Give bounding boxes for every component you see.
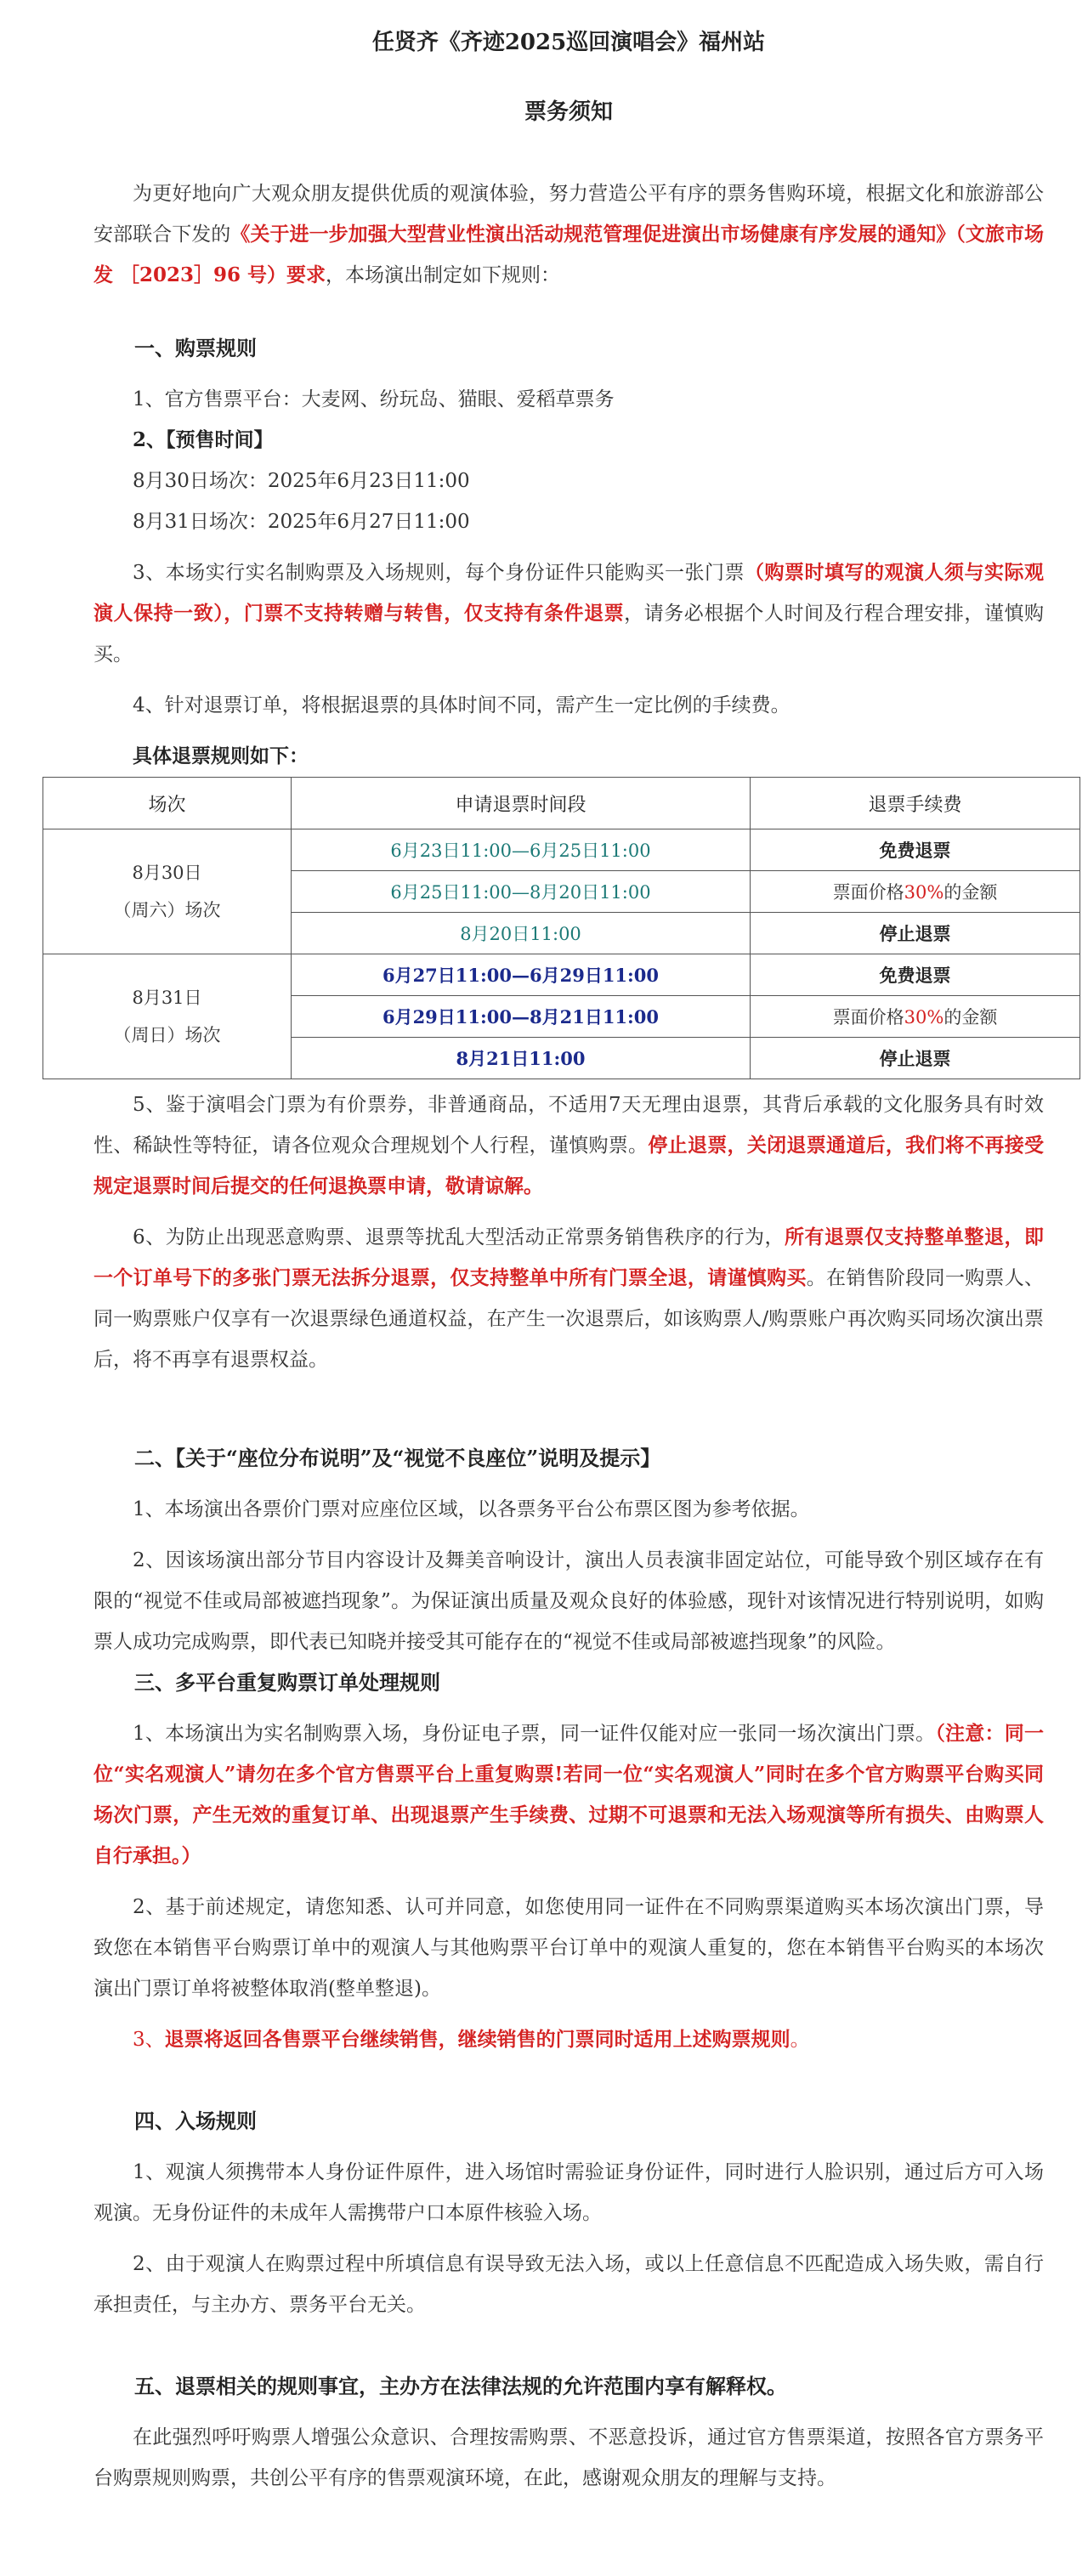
section2-heading: 二、【关于“座位分布说明”及“视觉不良座位”说明及提示】 [134,1446,661,1470]
fee-text-pre: 票面价格 [832,1007,904,1028]
period-cell: 8月21日11:00 [292,1038,751,1079]
document-subtitle: 票务须知 [524,99,613,125]
section5-heading: 五、退票相关的规则事宜，主办方在法律法规的允许范围内享有解释权。 [134,2374,787,2398]
fee-cell [751,996,1080,1038]
fee-text-post: 的金额 [944,882,998,903]
fee-cell: 停止退票 [751,1038,1080,1079]
s3-item3-number: 3、 [133,2029,165,2051]
section1-heading: 一、购票规则 [134,336,257,360]
item6-text-1: 6、为防止出现恶意购票、退票等扰乱大型活动正常票务销售秩序的行为， [133,1226,785,1248]
fee-cell [751,871,1080,913]
s3-item3-highlight: 退票将返回各售票平台继续销售，继续销售的门票同时适用上述购票规则 [164,2028,790,2051]
period-cell: 6月23日11:00—6月25日11:00 [292,829,751,871]
item3-text-3: ，请务必根据个人时间及行程合理安排，谨慎购买。 [94,603,1045,665]
section3-item2: 2、基于前述规定，请您知悉、认可并同意，如您使用同一证件在不同购票渠道购买本场次演出门票，导致您在本销售平台购票订单中的观演人与其他购票平台订单中的观演人重复的，您在本销售平台购买的本场次演出门票订单将被整体取消(整单整退)。 [94,1896,1044,2000]
section1-item6 [94,1217,1044,1380]
presale-time-0830: 8月30日场次：2025年6月23日11:00 [133,470,470,492]
item5-highlight: 停止退票，关闭退票通道后，我们将不再接受规定退票时间后提交的任何退换票申请，敬请谅解。 [94,1134,1045,1197]
fee-text-post: 的金额 [944,1007,998,1028]
section5-body: 在此强烈呼吁购票人增强公众意识、合理按需购票、不恶意投诉，通过官方售票渠道，按照各官方票务平台购票规则购票，共创公平有序的售票观演环境，在此，感谢观众朋友的理解与支持。 [94,2426,1044,2489]
fee-cell: 免费退票 [751,829,1080,871]
refund-rules-table [42,777,1080,1079]
session-0831-day: （周日）场次 [113,1025,221,1045]
section3-heading: 三、多平台重复购票订单处理规则 [134,1670,440,1695]
section3-item3 [94,2019,1044,2060]
session-0830-date: 8月30日 [132,863,202,883]
item6-text-3: 。在销售阶段同一购票人、同一购票账户仅享有一次退票绿色通道权益，在产生一次退票后，如该购票人/购票账户再次购买同场次演出票后，将不再享有退票权益。 [94,1267,1045,1371]
intro-text-3: ，本场演出制定如下规则： [326,264,561,286]
fee-percent: 30% [904,1007,944,1028]
session-cell-0831 [43,954,292,1079]
table-header-session: 场次 [43,778,292,829]
table-row [43,954,1080,996]
section1-item5 [94,1084,1044,1207]
presale-time-0831: 8月31日场次：2025年6月27日11:00 [133,511,470,533]
item3-text-1: 3、本场实行实名制购票及入场规则，每个身份证件只能购买一张门票 [133,562,745,584]
section1-item1: 1、官方售票平台：大麦网、纷玩岛、猫眼、爱稻草票务 [133,388,615,410]
section2-item1: 1、本场演出各票价门票对应座位区域，以各票务平台公布票区图为参考依据。 [133,1498,810,1520]
section1-item4: 4、针对退票订单，将根据退票的具体时间不同，需产生一定比例的手续费。 [133,694,790,716]
item5-text-1: 5、鉴于演唱会门票为有价票券，非普通商品，不适用7天无理由退票，其背后承载的文化服务具有时效性、稀缺性等特征，请各位观众合理规划个人行程，谨慎购票。 [94,1094,1044,1157]
section4-item1: 1、观演人须携带本人身份证件原件，进入场馆时需验证身份证件，同时进行人脸识别，通过后方可入场观演。无身份证件的未成年人需携带户口本原件核验入场。 [94,2161,1044,2224]
session-0831-date: 8月31日 [132,988,202,1008]
item6-highlight: 所有退票仅支持整单整退，即一个订单号下的多张门票无法拆分退票，仅支持整单中所有门票全退，请谨慎购买 [94,1226,1044,1289]
s3-item3-end: 。 [790,2029,810,2051]
table-header-period: 申请退票时间段 [292,778,751,829]
table-header-fee: 退票手续费 [751,778,1080,829]
fee-percent: 30% [904,882,944,903]
period-cell: 8月20日11:00 [292,913,751,954]
document-title: 任贤齐《齐迹2025巡回演唱会》福州站 [371,30,766,55]
section4-item2: 2、由于观演人在购票过程中所填信息有误导致无法入场，或以上任意信息不匹配造成入场失败，需自行承担责任，与主办方、票务平台无关。 [94,2253,1044,2316]
period-cell: 6月25日11:00—8月20日11:00 [292,871,751,913]
table-header-row [43,778,1080,829]
intro-regulation-reference: 《关于进一步加强大型营业性演出活动规范管理促进演出市场健康有序发展的通知》（文旅市场发 ［2023］96 号）要求 [94,223,1045,286]
refund-table-intro: 具体退票规则如下： [133,744,309,767]
period-cell: 6月27日11:00—6月29日11:00 [292,954,751,996]
intro-paragraph [94,173,1044,296]
fee-cell: 停止退票 [751,913,1080,954]
section1-item3 [94,552,1044,675]
item3-highlight: （购票时填写的观演人须与实际观演人保持一致），门票不支持转赠与转售，仅支持有条件退票 [94,561,1045,625]
s3-item1-warning: （注意：同一位“实名观演人”请勿在多个官方售票平台上重复购票!若同一位“实名观演人”同时在多个官方购票平台购买同场次门票，产生无效的重复订单、出现退票产生手续费、过期不可退票和无法入场观演等所有损失、由购票人自行承担。） [94,1722,1044,1867]
section1-item2: 2、【预售时间】 [133,428,274,451]
table-row [43,829,1080,871]
session-cell-0830 [43,829,292,954]
section3-item1 [94,1713,1044,1877]
intro-text-1: 为更好地向广大观众朋友提供优质的观演体验，努力营造公平有序的票务售购环境，根据文化和旅游部公安部联合下发的 [94,183,1044,246]
period-cell: 6月29日11:00—8月21日11:00 [292,996,751,1038]
section2-item2: 2、因该场演出部分节目内容设计及舞美音响设计，演出人员表演非固定站位，可能导致个别区域存在有限的“视觉不佳或局部被遮挡现象”。为保证演出质量及观众良好的体验感，现针对该情况进行特别说明，如购票人成功完成购票，即代表已知晓并接受其可能存在的“视觉不佳或局部被遮挡现象”的风险。 [94,1549,1044,1653]
fee-cell: 免费退票 [751,954,1080,996]
fee-text-pre: 票面价格 [832,882,904,903]
s3-item1-text: 1、本场演出为实名制购票入场，身份证电子票，同一证件仅能对应一张同一场次演出门票。 [133,1723,936,1745]
session-0830-day: （周六）场次 [113,900,221,920]
section4-heading: 四、入场规则 [134,2109,257,2133]
